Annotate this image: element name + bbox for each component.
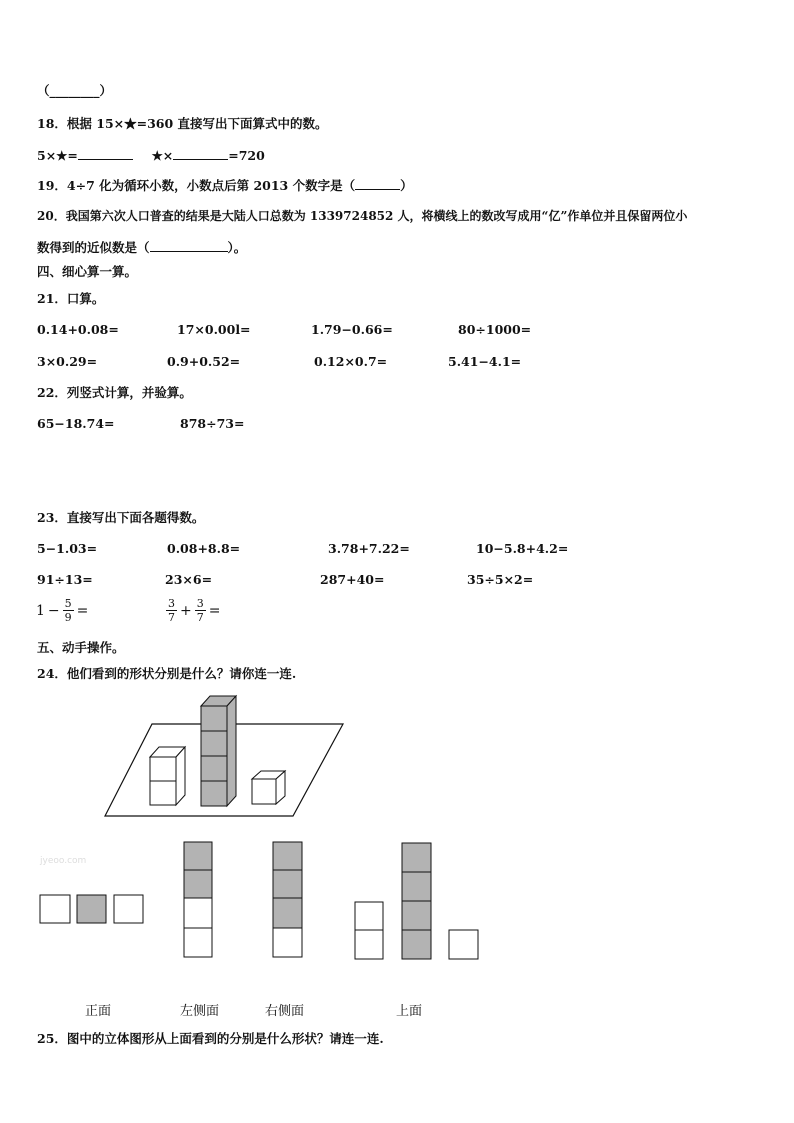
q19-close: ） [400, 178, 413, 193]
q21-item: 0.12×0.7= [314, 354, 388, 369]
q25-title: 25．图中的立体图形从上面看到的分别是什么形状？请连一连. [37, 1031, 384, 1046]
q18-eq1-left: 5×★= [37, 148, 78, 163]
frac-operator: + [180, 602, 192, 619]
numerator: 3 [196, 597, 204, 610]
q18-eq2-blank[interactable] [173, 147, 228, 160]
label-front-view: 正面 [85, 1004, 112, 1019]
q23-item: 23×6= [165, 572, 213, 587]
q18-eq1-blank[interactable] [78, 147, 133, 160]
q23-item: 35÷5×2= [467, 572, 534, 587]
q24-3d-cube-figure [100, 690, 350, 820]
q19-blank[interactable] [355, 177, 400, 190]
q21-item: 17×0.00l= [177, 322, 251, 337]
q19-text: 19．4÷7 化为循环小数，小数点后第 2013 个数字是（ [37, 178, 356, 193]
q24-view-shapes [30, 835, 490, 965]
q22-item: 65−18.74= [37, 416, 115, 431]
q18-title: 18．根据 15×★=360 直接写出下面算式中的数。 [37, 116, 328, 131]
q23-item: 91÷13= [37, 572, 93, 587]
numerator: 5 [64, 597, 72, 610]
q21-item: 0.9+0.52= [167, 354, 241, 369]
q22-title: 22．列竖式计算，并验算。 [37, 385, 192, 400]
denominator: 7 [168, 611, 175, 624]
q21-item: 80÷1000= [458, 322, 532, 337]
q23-fraction-item-2 [166, 597, 223, 624]
fraction [166, 597, 177, 624]
frac-operator: − [47, 602, 60, 619]
q17-answer-blank[interactable]: （________） [37, 83, 113, 98]
q20-blank[interactable] [150, 239, 228, 252]
frac-equals: = [76, 602, 89, 619]
label-left-view: 左侧面 [180, 1004, 220, 1019]
q22-item: 878÷73= [180, 416, 245, 431]
section-5-heading: 五、动手操作。 [37, 640, 125, 655]
label-top-view: 上面 [396, 1004, 423, 1019]
q23-item: 287+40= [320, 572, 385, 587]
q20-text: 数得到的近似数是（ [37, 240, 150, 255]
label-right-view: 右侧面 [265, 1004, 305, 1019]
q20-line2 [37, 239, 246, 256]
q23-fraction-item-1 [36, 597, 91, 624]
q19-question [37, 177, 413, 194]
denominator: 9 [64, 611, 72, 624]
q20-close: ）。 [227, 240, 247, 255]
q21-item: 1.79−0.66= [311, 322, 393, 337]
denominator: 7 [196, 611, 204, 624]
q21-title: 21．口算。 [37, 291, 105, 306]
q23-item: 5−1.03= [37, 541, 98, 556]
q23-title: 23．直接写出下面各题得数。 [37, 510, 205, 525]
q23-item: 10−5.8+4.2= [476, 541, 569, 556]
q21-item: 3×0.29= [37, 354, 98, 369]
q18-eq2-left: ★× [151, 148, 174, 163]
fraction [63, 597, 74, 624]
fraction [195, 597, 206, 624]
q21-item: 5.41−4.1= [448, 354, 522, 369]
q18-eq2-right: =720 [228, 148, 265, 163]
section-4-heading: 四、细心算一算。 [37, 264, 138, 279]
frac-whole: 1 [36, 602, 45, 619]
q24-title: 24．他们看到的形状分别是什么？请你连一连. [37, 666, 297, 681]
q18-equations [37, 147, 265, 164]
frac-equals: = [208, 602, 221, 619]
watermark: jyeoo.com [40, 856, 87, 866]
q23-item: 0.08+8.8= [167, 541, 241, 556]
numerator: 3 [168, 597, 175, 610]
q23-item: 3.78+7.22= [328, 541, 410, 556]
q20-line1: 20．我国第六次人口普查的结果是大陆人口总数为 1339724852 人，将横线上的数改写成用“亿”作单位并且保留两位小 [37, 209, 688, 223]
q21-item: 0.14+0.08= [37, 322, 119, 337]
